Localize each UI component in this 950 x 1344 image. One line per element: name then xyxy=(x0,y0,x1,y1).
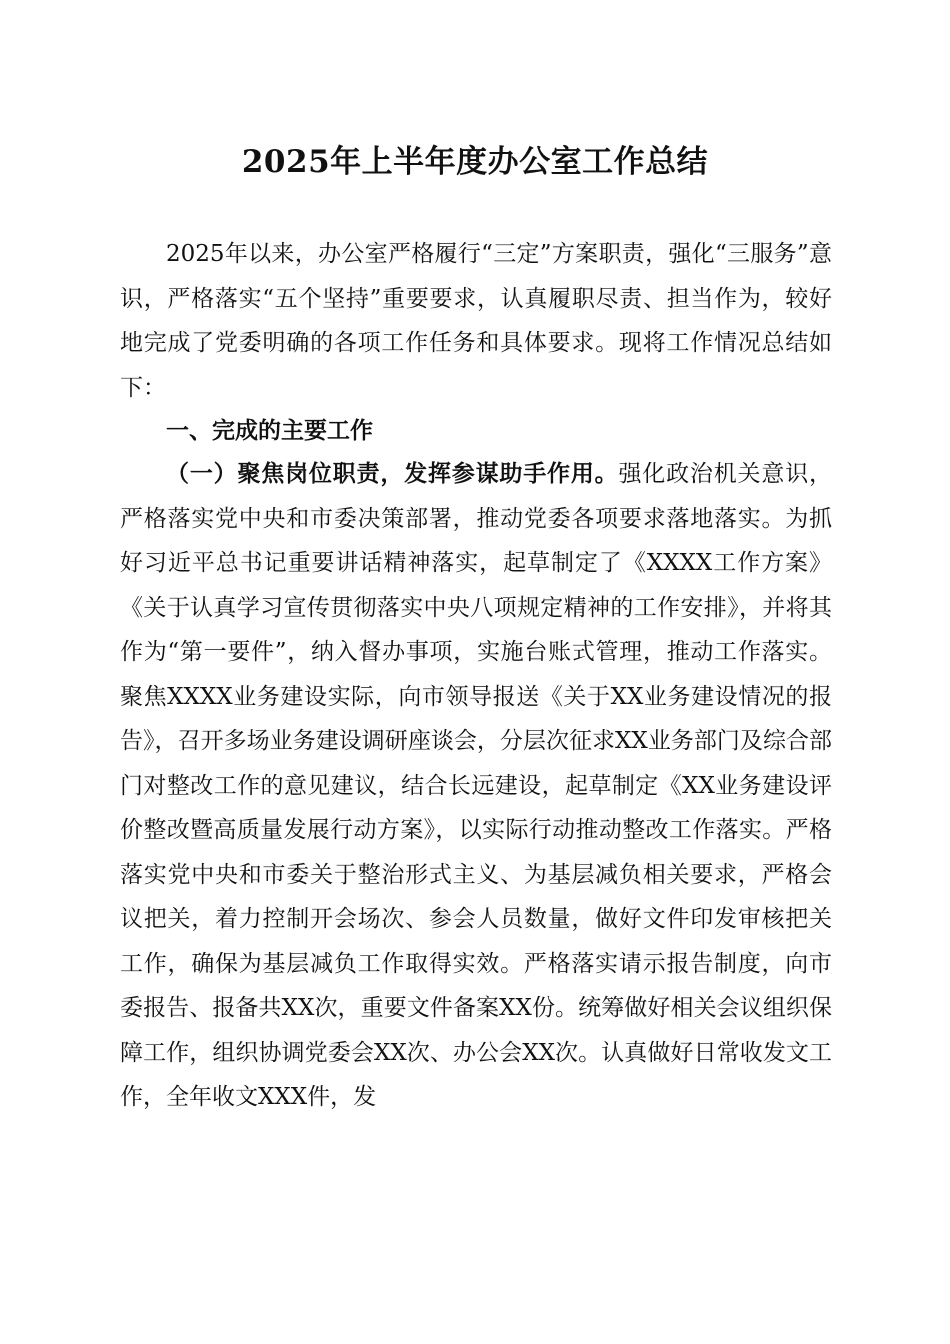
section-1-paragraph xyxy=(120,452,832,1120)
section-1-text: 强化政治机关意识，严格落实党中央和市委决策部署，推动党委各项要求落地落实。为抓好习近平总书记重要讲话精神落实，起草制定了《XXXX工作方案》《关于认真学习宣传贯彻落实中央八项规定精神的工作安排》，并将其作为“第一要件”，纳入督办事项，实施台账式管理，推动工作落实。聚焦XXXX业务建设实际，向市领导报送《关于XX业务建设情况的报告》，召开多场业务建设调研座谈会，分层次征求XX业务部门及综合部门对整改工作的意见建议，结合长远建设，起草制定《XX业务建设评价整改暨高质量发展行动方案》，以实际行动推动整改工作落实。严格落实党中央和市委关于整治形式主义、为基层减负相关要求，严格会议把关，着力控制开会场次、参会人员数量，做好文件印发审核把关工作，确保为基层减负工作取得实效。严格落实请示报告制度，向市委报告、报备共XX次，重要文件备案XX份。统筹做好相关会议组织保障工作，组织协调党委会XX次、办公会XX次。认真做好日常收发文工作，全年收文XXX件，发 xyxy=(120,461,833,1110)
section-heading-1: 一、完成的主要工作 xyxy=(166,418,373,444)
section-1-lead: （一）聚焦岗位职责，发挥参谋助手作用。 xyxy=(166,460,619,487)
intro-paragraph: 2025年以来，办公室严格履行“三定”方案职责，强化“三服务”意识，严格落实“五个坚持”重要要求，认真履职尽责、担当作为，较好地完成了党委明确的各项工作任务和具体要求。现将工作情况总结如下： xyxy=(120,241,832,401)
document-title: 2025年上半年度办公室工作总结 xyxy=(241,144,709,180)
